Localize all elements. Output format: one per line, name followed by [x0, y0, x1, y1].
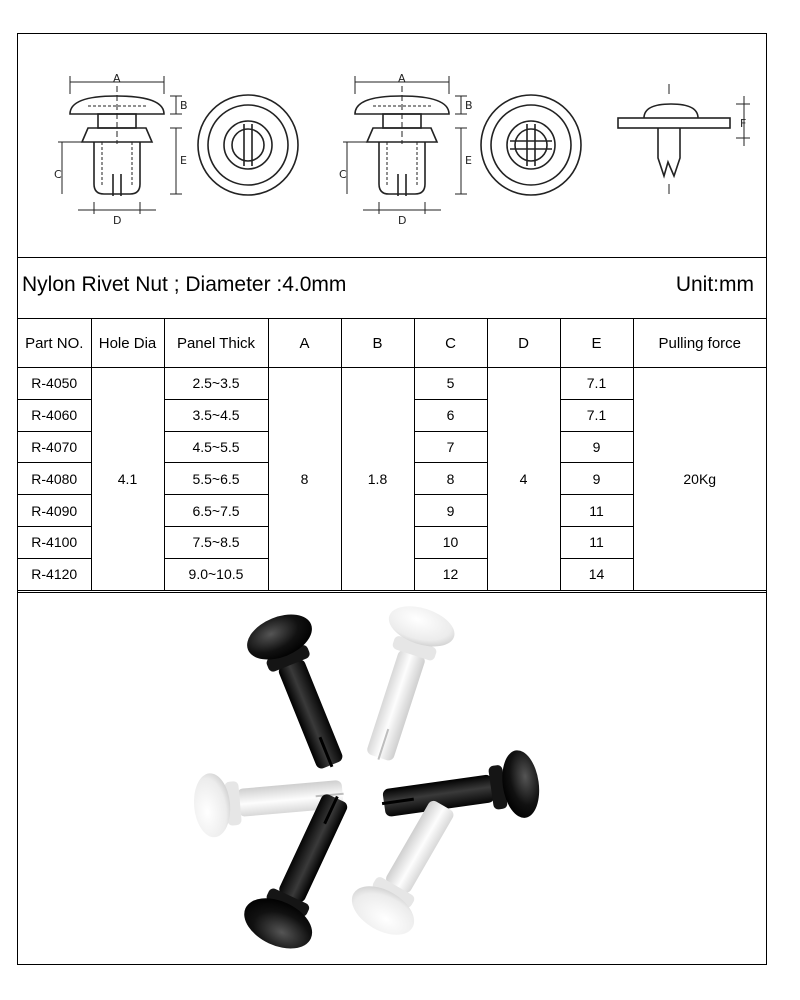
product-sheet	[17, 33, 767, 965]
dim-c-cell: 5	[414, 368, 487, 400]
panel-thick-cell: 9.0~10.5	[164, 558, 268, 590]
panel-thick-cell: 3.5~4.5	[164, 399, 268, 431]
white-rivet-image	[346, 599, 459, 770]
photo-svg	[18, 593, 766, 965]
panel-thick-cell: 7.5~8.5	[164, 526, 268, 558]
unit-label: Unit:mm	[675, 273, 754, 296]
part-number-cell: R-4100	[18, 526, 91, 558]
dim-c-cell: 9	[414, 495, 487, 527]
dim-label-e: E	[180, 154, 187, 167]
dim-e-cell: 14	[560, 558, 633, 590]
dim-label-a: A	[113, 72, 121, 85]
dim-e-cell: 9	[560, 463, 633, 495]
technical-drawing	[18, 34, 766, 258]
column-header: Pulling force	[633, 319, 766, 368]
dim-a-cell: 8	[268, 368, 341, 591]
dim-c-cell: 8	[414, 463, 487, 495]
rivet-side-view-1	[54, 72, 188, 227]
black-rivet-image	[240, 606, 363, 780]
part-number-cell: R-4120	[18, 558, 91, 590]
product-photo	[18, 592, 766, 965]
dim-label-d-2: D	[398, 214, 407, 227]
dim-label-c: C	[54, 168, 62, 181]
column-header: C	[414, 319, 487, 368]
column-header: E	[560, 319, 633, 368]
dim-d-cell: 4	[487, 368, 560, 591]
panel-thick-cell: 6.5~7.5	[164, 495, 268, 527]
column-header: Panel Thick	[164, 319, 268, 368]
dim-label-c-2: C	[339, 168, 347, 181]
dim-label-b-2: B	[465, 99, 473, 112]
spec-table	[18, 319, 766, 591]
dim-c-cell: 7	[414, 431, 487, 463]
dim-e-cell: 11	[560, 495, 633, 527]
dim-b-cell: 1.8	[341, 368, 414, 591]
dim-e-cell: 11	[560, 526, 633, 558]
dim-label-d: D	[113, 214, 122, 227]
part-number-cell: R-4060	[18, 399, 91, 431]
part-number-cell: R-4080	[18, 463, 91, 495]
dim-e-cell: 9	[560, 431, 633, 463]
panel-thick-cell: 5.5~6.5	[164, 463, 268, 495]
column-header: A	[268, 319, 341, 368]
rivet-installed-view	[618, 84, 750, 194]
dim-label-a-2: A	[398, 72, 406, 85]
column-header: D	[487, 319, 560, 368]
rivet-top-view-1	[198, 95, 298, 195]
dim-c-cell: 10	[414, 526, 487, 558]
part-number-cell: R-4050	[18, 368, 91, 400]
dim-label-e-2: E	[465, 154, 472, 167]
dim-label-f: F	[740, 117, 747, 130]
part-number-cell: R-4070	[18, 431, 91, 463]
rivet-side-view-2	[339, 72, 473, 227]
black-rivet-image	[377, 748, 543, 837]
drawing-svg	[18, 34, 766, 256]
column-header: Hole Dia	[91, 319, 164, 368]
dim-label-b: B	[180, 99, 188, 112]
product-title: Nylon Rivet Nut ; Diameter :4.0mm	[22, 273, 347, 296]
table-header-row	[18, 319, 766, 368]
pulling-force-cell: 20Kg	[633, 368, 766, 591]
hole-dia-cell: 4.1	[91, 368, 164, 591]
table-row	[18, 368, 766, 400]
part-number-cell: R-4090	[18, 495, 91, 527]
panel-thick-cell: 2.5~3.5	[164, 368, 268, 400]
panel-thick-cell: 4.5~5.5	[164, 431, 268, 463]
dim-e-cell: 7.1	[560, 399, 633, 431]
rivet-top-view-2	[481, 95, 581, 195]
column-header: Part NO.	[18, 319, 91, 368]
dim-c-cell: 12	[414, 558, 487, 590]
column-header: B	[341, 319, 414, 368]
dim-e-cell: 7.1	[560, 368, 633, 400]
dim-c-cell: 6	[414, 399, 487, 431]
title-row	[18, 257, 766, 319]
